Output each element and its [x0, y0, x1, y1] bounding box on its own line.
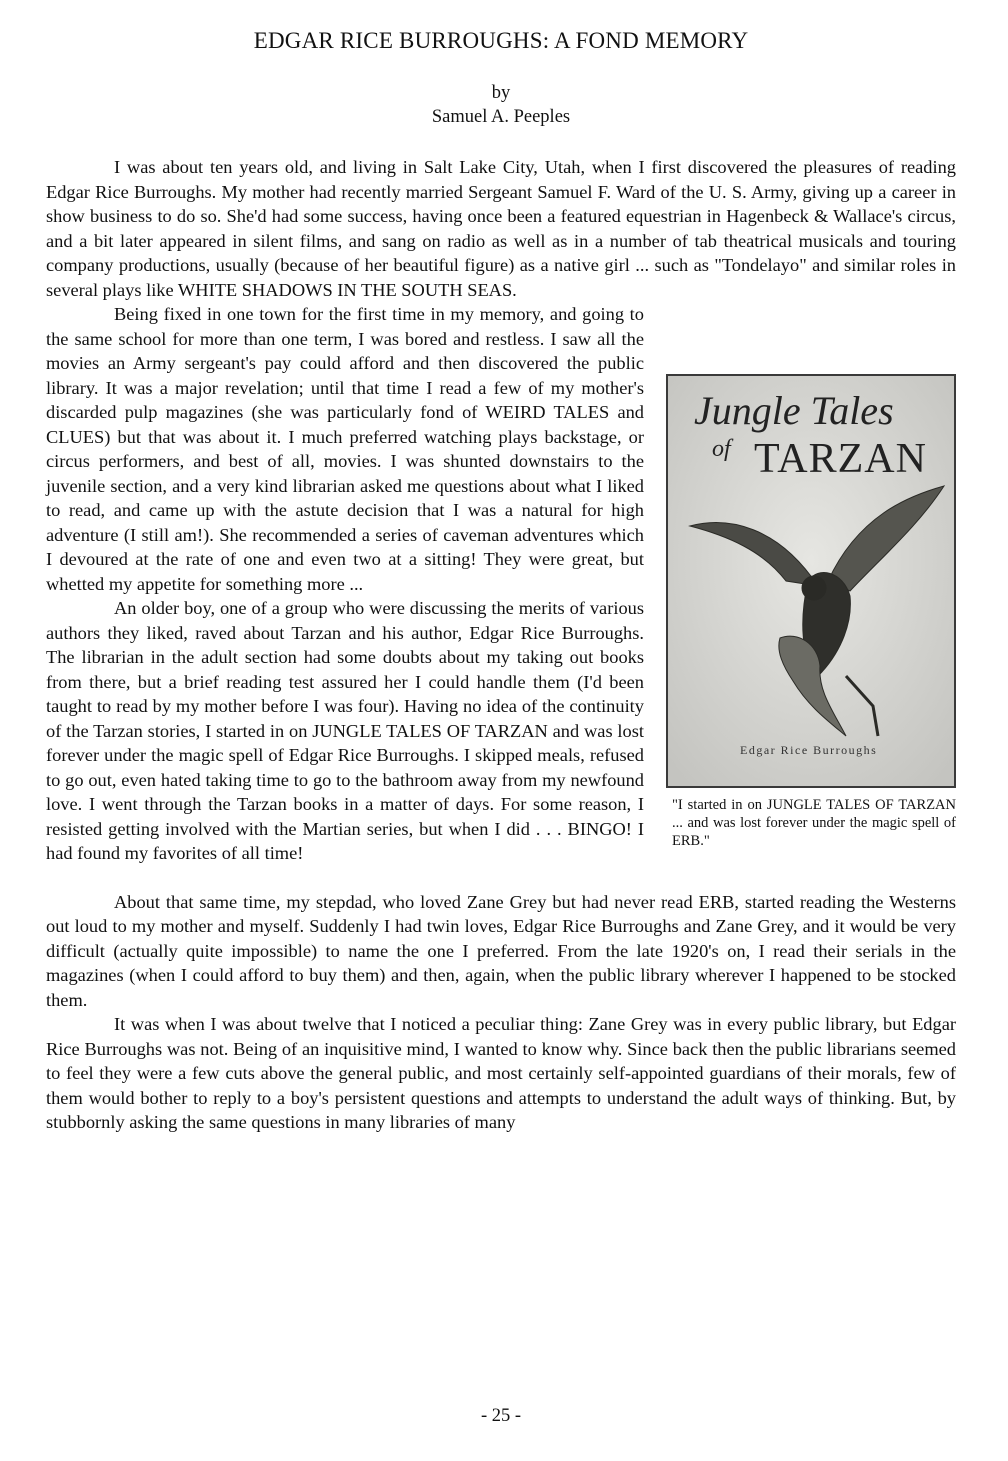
figure-caption: "I started in on JUNGLE TALES OF TARZAN ... and was lost forever under the magic spell of ERB." — [672, 797, 956, 849]
article-body — [46, 155, 956, 1135]
document-page — [46, 0, 956, 1461]
book-cover-figure — [666, 374, 956, 850]
cover-title-of: of — [712, 436, 731, 462]
paragraph-2-lead: Being fixed in one town for the first time in my memory, and going to the same school for more than one term, I was bored and restless. I saw all the movies an Army sergeant's pay could afford and then discovered the public library. It was a major revelation; until that time I read a few of my mother's discarded pulp magazines (she was particularly fond of WEIRD TALES and CLUES) but that was about it. I much preferred watching plays backstage, or circus performers, and best of all, movies. I was shunted downstairs to the juvenile section, and a very kind librarian asked me questions about what I liked to read, and came up with the astute decision that I was a natural for high adventure (I still am!). She recommended a series of caveman adventures which I devoured at the rate of one and even two at a sitting! They were great, but whetted my appetite for something more ... — [46, 304, 644, 594]
paragraph-3: An older boy, one of a group who were discussing the merits of various authors they liked, raved about Tarzan and his author, Edgar Rice Burroughs. The librarian in the adult section had some doubts about my taking out books from there, but a brief reading test assured her I could handle them (I'd been taught to read by my mother before I was four). Having no idea of the continuity of the Tarzan stories, I started in on JUNGLE TALES OF TARZAN and was lost forever under the magic spell of Edgar Rice Burroughs. I skipped meals, refused to go out, even hated taking time to go to the bathroom away from my newfound love. I went through the Tarzan books in a matter of days. For some reason, I resisted getting involved with the Martian series, but when I did . . . BINGO! I had found my favorites of all time! — [46, 598, 644, 863]
book-cover-image — [666, 374, 956, 788]
article-title: EDGAR RICE BURROUGHS: A FOND MEMORY — [253, 28, 749, 53]
book-cover-art — [668, 376, 954, 786]
paragraph-4: About that same time, my stepdad, who loved Zane Grey but had never read ERB, started reading the Westerns out loud to my mother and myself. Suddenly I had twin loves, Edgar Rice Burroughs and Zane Grey, and it would be very difficult (actually quite impossible) to name the one I preferred. From the late 1920's on, I read their serials in the magazines (when I could afford to buy them) and then, again, when the public library wherever I happened to be stocked them. — [46, 891, 956, 1010]
byline-by: by — [491, 83, 511, 103]
paragraph-1: I was about ten years old, and living in Salt Lake City, Utah, when I first discovered the pleasures of reading Edgar Rice Burroughs. My mother had recently married Sergeant Samuel F. Ward of the U. S. Army, giving up a career in show business to do so. She'd had some success, having once been a featured equestrian in Hagenbeck & Wallace's circus, and a bit later appeared in silent films, and sang on radio as well as in a number of tab theatrical musicals and touring company productions, usually (because of her beautiful figure) as a native girl ... such as "Tondelayo" and similar roles in several plays like WHITE SHADOWS IN THE SOUTH SEAS. — [46, 157, 956, 300]
page-number: - 25 - — [480, 1406, 522, 1426]
cover-title-line2: TARZAN — [754, 436, 927, 482]
cover-title-line1: Jungle Tales — [694, 388, 894, 433]
cover-author: Edgar Rice Burroughs — [740, 743, 878, 757]
byline-author: Samuel A. Peeples — [431, 107, 571, 127]
paragraph-5: It was when I was about twelve that I noticed a peculiar thing: Zane Grey was in every public library, but Edgar Rice Burroughs was not. Being of an inquisitive mind, I wanted to know why. Since back then the public librarians seemed to feel they were a few cuts above the general public, and most certainly self-appointed guardians of their morals, few of them would bother to reply to a boy's persistent questions and attempts to understand the adult ways of thinking. But, by stubbornly asking the same questions in many libraries of many — [46, 1014, 956, 1132]
